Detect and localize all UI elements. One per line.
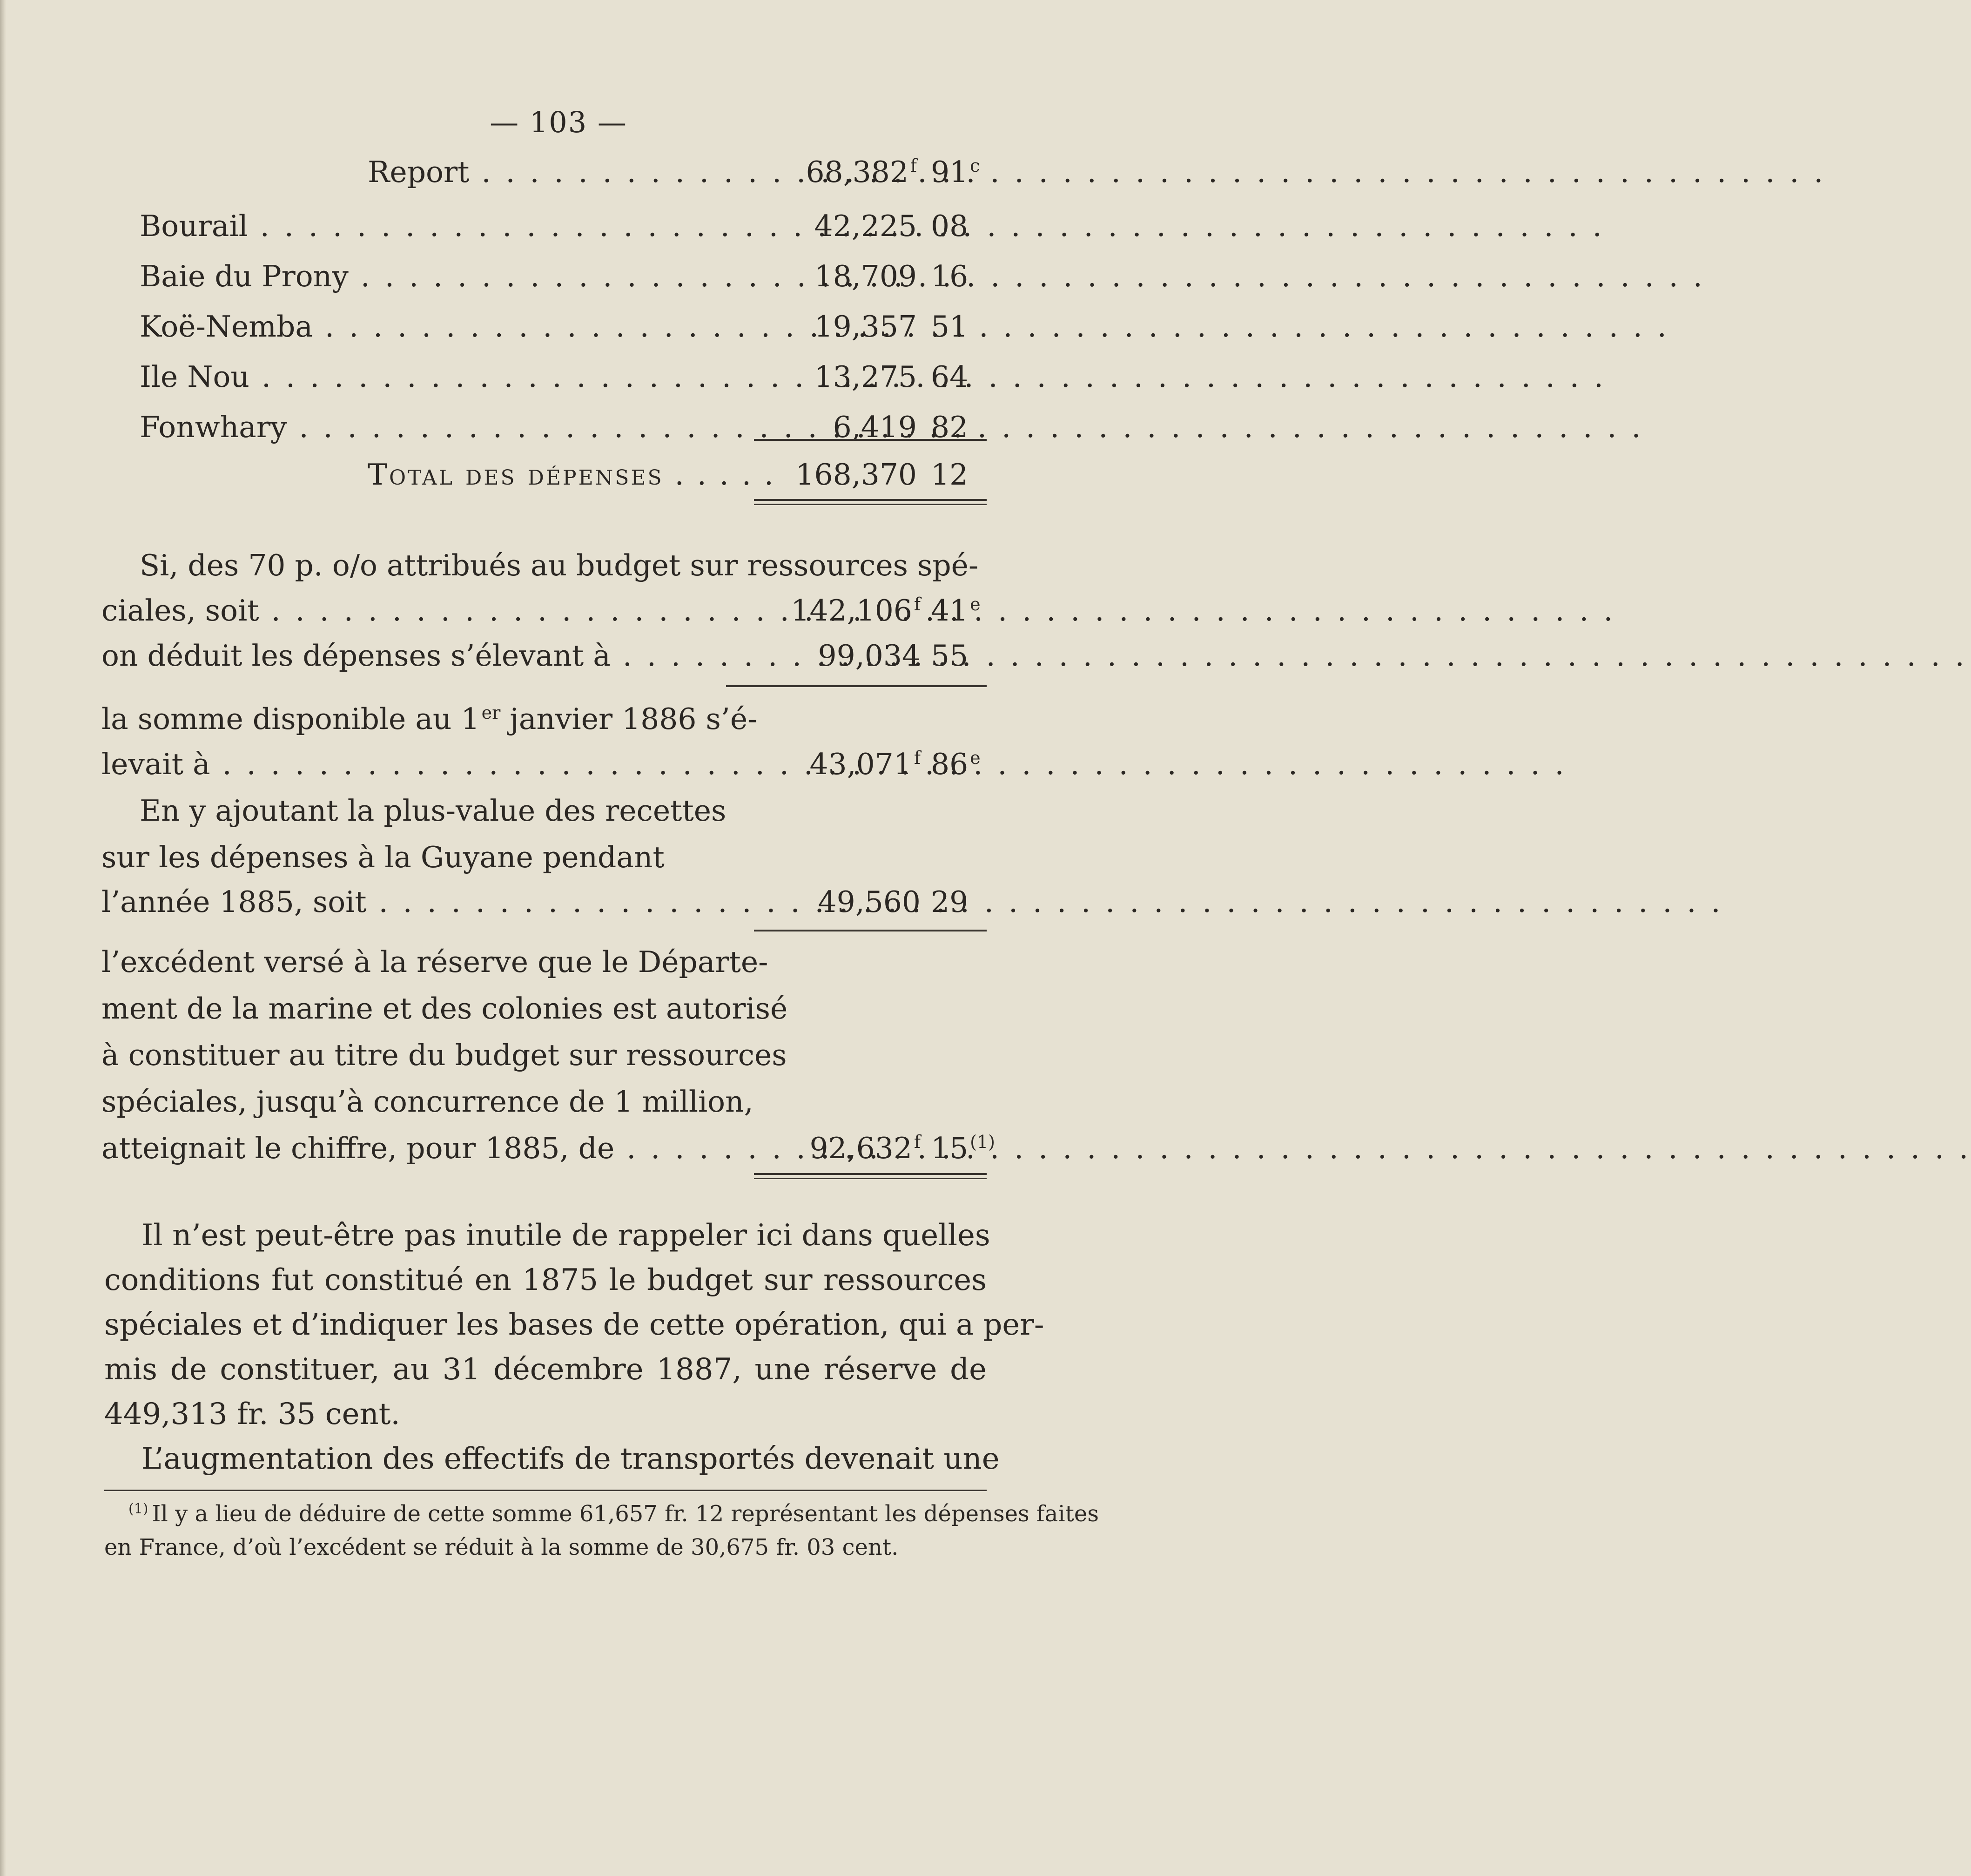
- calc-text: l’excédent versé à la réserve que le Départe-: [101, 945, 768, 979]
- row-amount-dec: 82: [931, 410, 969, 444]
- paragraph-line: Il n’est peut-être pas inutile de rappeler ici dans quelles: [141, 1218, 990, 1253]
- paragraph-line: spéciales et d’indiquer les bases de cette opération, qui a per-: [104, 1308, 1044, 1342]
- calc-text: En y ajoutant la plus-value des recettes: [140, 794, 727, 828]
- calc-line: [101, 743, 987, 785]
- row-label: Ile Nou . . .: [140, 356, 754, 398]
- calc-text: l’année 1885, soit . . .: [101, 881, 744, 923]
- paragraph-line: 449,313 fr. 35 cent.: [104, 1397, 400, 1431]
- table-row: [368, 151, 987, 193]
- footnote: [104, 1497, 1099, 1564]
- calc-text: ment de la marine et des colonies est autorisé: [101, 992, 788, 1026]
- calc-text: on déduit les dépenses s’élevant à . . .: [101, 635, 744, 677]
- calc-text: la somme disponible au 1 $^{er}$ janvier 1886 s’é-: [101, 702, 758, 736]
- calc-line: [101, 837, 754, 878]
- row-amount-int: 19,357: [814, 310, 917, 344]
- subtotal-rule: [754, 439, 987, 441]
- calc-text: sur les dépenses à la Guyane pendant: [101, 840, 665, 874]
- calc-amount-int: 43,071 $^f$: [809, 747, 921, 781]
- row-amount-dec: 16: [931, 259, 969, 293]
- calc-text: atteignait le chiffre, pour 1885, de . . .: [101, 1127, 744, 1169]
- total-row: [368, 454, 987, 496]
- calc-amount-dec: 86 $^e$: [931, 747, 981, 781]
- calc-line: [101, 635, 987, 677]
- calc-amount-dec: 29: [931, 885, 969, 919]
- total-amount-dec: 12: [931, 458, 969, 492]
- row-amount-dec: 91 $^c$: [931, 155, 980, 189]
- calc-line: [101, 881, 987, 923]
- calc-line: [101, 1081, 754, 1123]
- calc-amount-dec: 55: [931, 639, 969, 673]
- row-amount-int: 13,275: [814, 360, 917, 394]
- footnote-line: $^{(1)}$ Il y a lieu de déduire de cette somme 61,657 fr. 12 représentant les dépenses faites: [128, 1501, 1099, 1527]
- table-row: [140, 256, 987, 297]
- calc-text: ciales, soit . . .: [101, 590, 744, 632]
- footnote-line: en France, d’où l’excédent se réduit à la somme de 30,675 fr. 03 cent.: [104, 1534, 899, 1560]
- calc-text: à constituer au titre du budget sur ressources: [101, 1038, 787, 1072]
- row-amount-int: 6,419: [833, 410, 917, 444]
- row-amount-int: 42,225: [814, 209, 917, 243]
- footnote-ref: (1): [970, 1132, 995, 1152]
- table-row: [140, 406, 987, 448]
- calc-text: Si, des 70 p. o/o attribués au budget sur ressources spé-: [140, 548, 979, 582]
- paragraph-line: L’augmentation des effectifs de transportés devenait une: [141, 1442, 1000, 1476]
- calc-line: [101, 590, 987, 632]
- calc-line: [101, 1127, 995, 1169]
- calc-amount-dec: 15 $^{(1)}$: [931, 1131, 995, 1165]
- table-row: [140, 205, 987, 247]
- calc-line: [101, 941, 768, 983]
- body-paragraph: [104, 1213, 1044, 1481]
- calc-amount-int: 49,560: [818, 885, 921, 919]
- row-amount-int: 18,709: [814, 259, 917, 293]
- total-label: Total des dépenses . . . . .: [368, 458, 775, 492]
- row-label: Koë-Nemba . . .: [140, 306, 754, 348]
- row-label: Baie du Prony . . .: [140, 256, 754, 297]
- row-amount-dec: 08: [931, 209, 969, 243]
- row-amount-int: 68,382 $^f$: [806, 155, 917, 189]
- calc-amount-int: 142,106 $^f$: [791, 594, 921, 628]
- calc-line: [140, 545, 987, 587]
- calc-rule: [726, 685, 987, 687]
- calc-line: [101, 698, 987, 740]
- row-amount-dec: 64: [931, 360, 969, 394]
- calc-rule: [754, 930, 987, 931]
- calc-text: levait à . . .: [101, 743, 744, 785]
- calc-line: [101, 1034, 787, 1076]
- calc-amount-int: 99,034: [818, 639, 921, 673]
- footnote-mark: (1): [128, 1501, 148, 1517]
- row-label: Report . . .: [368, 151, 754, 193]
- calc-amount-dec: 41 $^e$: [931, 594, 981, 628]
- paragraph-line: conditions fut constitué en 1875 le budget sur ressources: [104, 1263, 987, 1297]
- row-label: Bourail . . .: [140, 205, 754, 247]
- calc-line: [140, 790, 754, 832]
- total-rule: [754, 499, 987, 505]
- table-row: [140, 356, 987, 398]
- calc-text: spéciales, jusqu’à concurrence de 1 million,: [101, 1085, 753, 1119]
- calc-line: [101, 988, 788, 1030]
- page-number: — 103 —: [490, 105, 627, 139]
- calc-amount-int: 92,632 $^f$: [809, 1131, 921, 1165]
- row-amount-dec: 51: [931, 310, 969, 344]
- footnote-rule: [104, 1490, 987, 1491]
- paragraph-line: mis de constituer, au 31 décembre 1887, une réserve de: [104, 1352, 987, 1387]
- total-amount-int: 168,370: [795, 458, 917, 492]
- final-rule: [754, 1173, 987, 1179]
- table-row: [140, 306, 987, 348]
- row-label: Fonwhary . . .: [140, 406, 754, 448]
